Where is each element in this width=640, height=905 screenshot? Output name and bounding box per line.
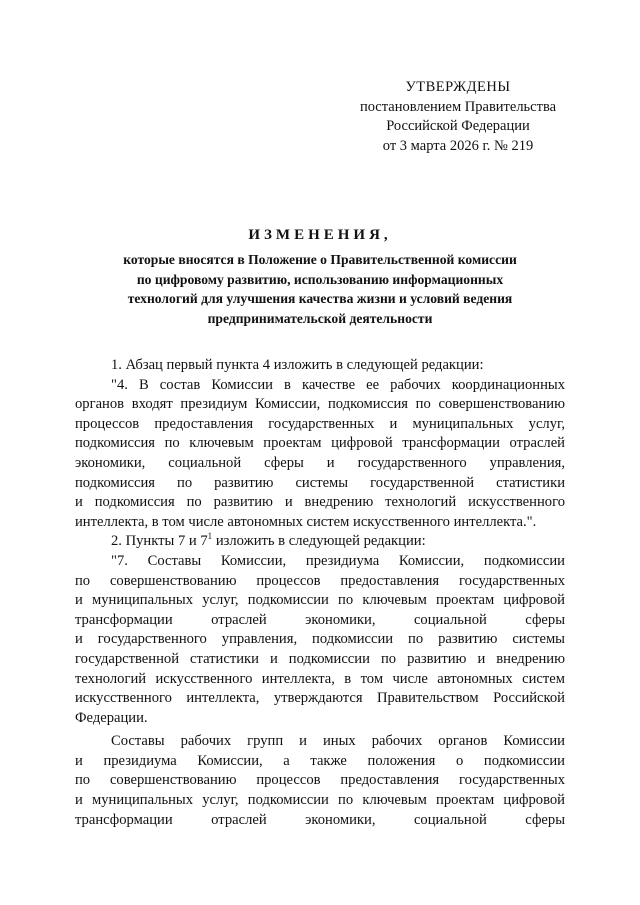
approval-line: постановлением Правительства	[359, 98, 557, 115]
approval-date: от 3 марта 2026 г. № 219	[382, 137, 534, 154]
text-line: трансформации отраслей экономики, социальной сферы	[75, 811, 565, 828]
subtitle-line: технологий для улучшения качества жизни и условий ведения	[127, 291, 513, 307]
subtitle-line: которые вносятся в Положение о Правительственной комиссии	[123, 252, 517, 267]
text-line: процессов предоставления государственных и муниципальных услуг,	[75, 415, 565, 432]
text-line: подкомиссия по ключевым проектам цифровой трансформации отраслей	[75, 435, 565, 452]
document-body	[75, 356, 565, 830]
text-line: Федерации.	[75, 709, 148, 726]
text-line: интеллекта, в том числе автономных систем искусственного интеллекта.".	[75, 513, 537, 530]
document-title: ИЗМЕНЕНИЯ,	[248, 227, 392, 243]
document-subtitle	[75, 250, 565, 328]
text-line: и президиума Комиссии, а также положения о подкомиссии	[75, 752, 565, 769]
item-2-end: изложить в следующей редакции:	[212, 533, 426, 550]
text-line: Составы рабочих групп и иных рабочих органов Комиссии	[111, 733, 565, 750]
paragraph-compositions	[75, 732, 565, 830]
text-line: подкомиссия по развитию системы государственной статистики	[75, 474, 565, 491]
text-line: "7. Составы Комиссии, президиума Комиссии, подкомиссии	[111, 552, 565, 569]
text-line: трансформации отраслей экономики, социальной сферы	[75, 611, 565, 628]
subtitle-line: по цифровому развитию, использованию информационных	[136, 271, 504, 287]
subtitle-line: предпринимательской деятельности	[207, 310, 433, 326]
text-line: и подкомиссия по развитию и внедрению технологий искусственного	[75, 494, 565, 511]
quote-point-4	[75, 376, 565, 533]
text-line: и муниципальных услуг, подкомиссии по ключевым проектам цифровой	[75, 592, 565, 609]
quote-point-7	[75, 552, 565, 728]
approval-heading: УТВЕРЖДЕНЫ	[405, 79, 511, 95]
text-line: государственной статистики и подкомиссии по развитию и внедрению	[75, 650, 565, 667]
text-line: искусственного интеллекта, утверждаются Правительством Российской	[75, 690, 565, 707]
text-line: и муниципальных услуг, подкомиссии по ключевым проектам цифровой	[75, 792, 565, 809]
text-line: и государственного управления, подкомиссии по развитию системы	[75, 631, 565, 648]
text-line: по совершенствованию процессов предоставления государственных	[75, 772, 565, 789]
text-line: технологий искусственного интеллекта, в том числе автономных систем	[75, 670, 565, 687]
text-line: "4. В состав Комиссии в качестве ее рабочих координационных	[111, 376, 565, 393]
text-line: экономики, социальной сферы и государственного управления,	[75, 454, 565, 471]
text-line: органов входят президиум Комиссии, подкомиссия по совершенствованию	[75, 396, 565, 413]
item-2	[75, 532, 565, 552]
text-line: по совершенствованию процессов предоставления государственных	[75, 572, 565, 589]
item-1: 1. Абзац первый пункта 4 изложить в следующей редакции:	[111, 357, 484, 373]
superscript: 1	[207, 531, 213, 542]
approval-line: Российской Федерации	[386, 118, 530, 134]
item-2-start: 2. Пункты 7 и 7	[111, 533, 208, 550]
approval-stamp	[340, 78, 576, 156]
